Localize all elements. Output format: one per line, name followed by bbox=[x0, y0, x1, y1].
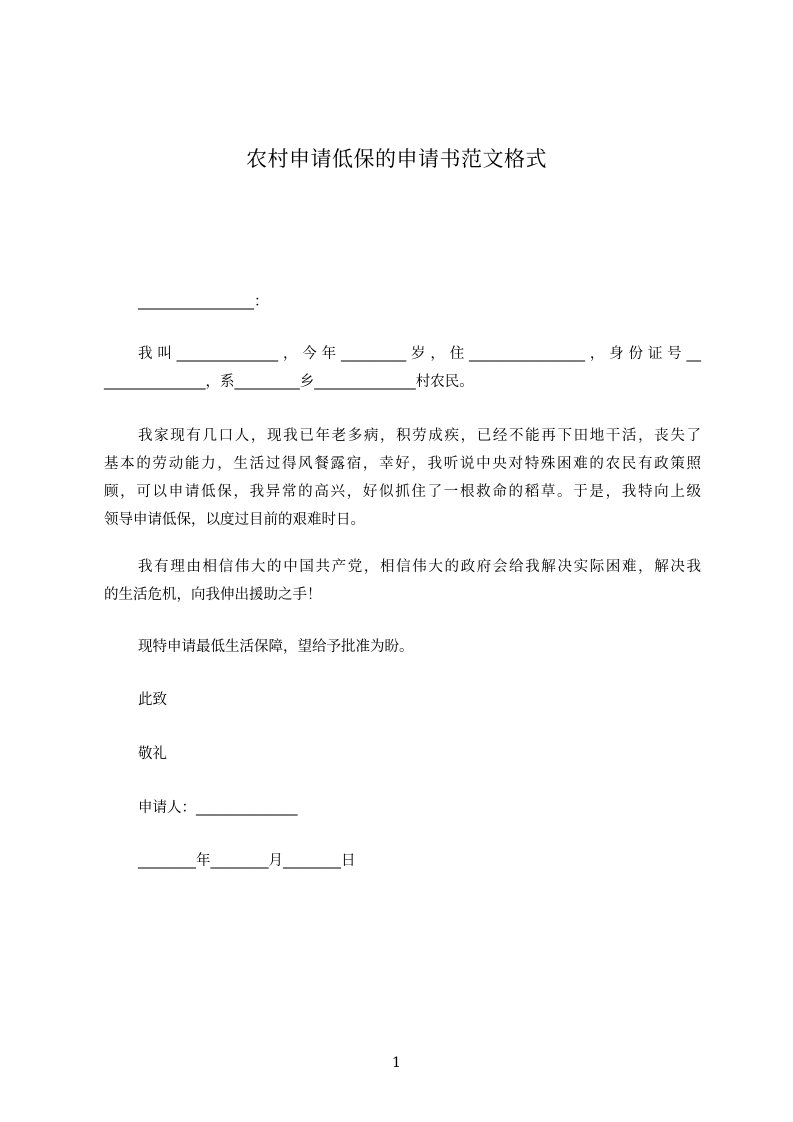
paragraph-line: ______________，系_________乡______________村农民。 bbox=[104, 374, 474, 390]
applicant-line bbox=[104, 794, 701, 822]
paragraph-line: 现特申请最低生活保障，望给予批准为盼。 bbox=[138, 639, 414, 655]
salutation: ________________： bbox=[138, 294, 269, 310]
salutation-line bbox=[104, 288, 701, 316]
closing-ci-zhi bbox=[104, 686, 701, 714]
paragraph-line: 基本的劳动能力，生活过得风餐露宿，幸好，我听说中央对特殊困难的农民有政策照 bbox=[104, 456, 701, 472]
date-field: ________年________月________日 bbox=[138, 853, 356, 869]
page-number: 1 bbox=[392, 1055, 401, 1071]
closing-text: 此致 bbox=[138, 692, 167, 708]
closing-jing-li bbox=[104, 740, 701, 768]
paragraph-trust bbox=[104, 553, 701, 609]
paragraph-line: 我有理由相信伟大的中国共产党，相信伟大的政府会给我解决实际困难，解决我 bbox=[138, 559, 701, 575]
paragraph-line: 我叫______________，今年_________岁，住________________，身份证号__ bbox=[138, 346, 701, 362]
applicant-signature: 申请人：______________ bbox=[138, 800, 298, 816]
closing-text: 敬礼 bbox=[138, 746, 167, 762]
paragraph-request bbox=[104, 633, 701, 661]
paragraph-line: 领导申请低保，以度过目前的艰难时日。 bbox=[104, 512, 365, 528]
paragraph-family-situation bbox=[104, 422, 701, 534]
date-line bbox=[104, 847, 701, 875]
paragraph-personal-info bbox=[104, 340, 701, 396]
paragraph-line: 我家现有几口人，现我已年老多病，积劳成疾，已经不能再下田地干活，丧失了 bbox=[138, 428, 701, 444]
paragraph-line: 的生活危机，向我伸出援助之手！ bbox=[104, 587, 322, 603]
paragraph-line: 顾，可以申请低保，我异常的高兴，好似抓住了一根救命的稻草。于是，我特向上级 bbox=[104, 484, 701, 500]
page-title: 农村申请低保的申请书范文格式 bbox=[246, 147, 547, 171]
